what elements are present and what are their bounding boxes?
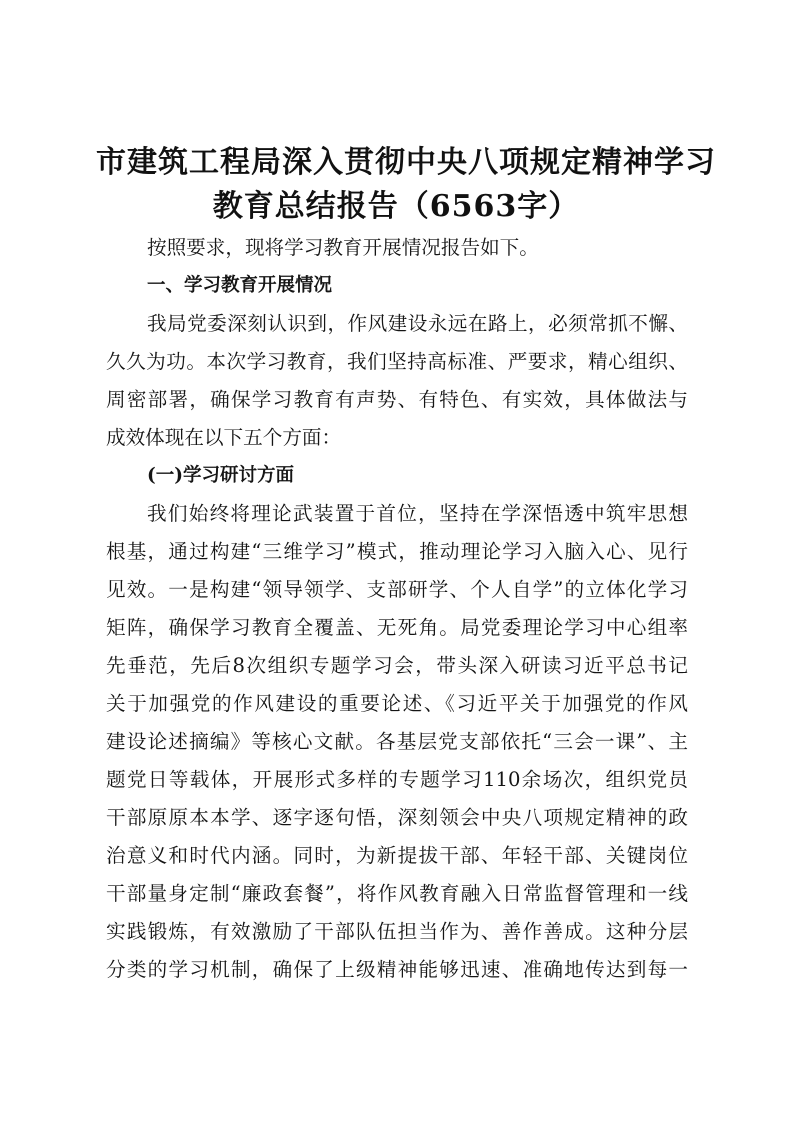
paragraph-line: 实践锻炼，有效激励了干部队伍担当作为、善作善成。这种分层 — [106, 920, 688, 943]
paragraph-line: 根基，通过构建“三维学习”模式，推动理论学习入脑入心、见行 — [106, 540, 688, 563]
paragraph-line: 题党日等载体，开展形式多样的专题学习110余场次，组织党员 — [106, 768, 688, 791]
intro-paragraph: 按照要求，现将学习教育开展情况报告如下。 — [147, 236, 539, 259]
paragraph-line: 分类的学习机制，确保了上级精神能够迅速、准确地传达到每一 — [106, 958, 688, 981]
paragraph-line: 干部原原本本学、逐字逐句悟，深刻领会中央八项规定精神的政 — [106, 806, 688, 829]
document-title-line-1: 市建筑工程局深入贯彻中央八项规定精神学习 — [96, 145, 716, 180]
paragraph-line: 久久为功。本次学习教育，我们坚持高标准、严要求，精心组织、 — [106, 350, 688, 373]
paragraph-line: 见效。一是构建“领导领学、支部研学、个人自学”的立体化学习 — [106, 578, 688, 601]
paragraph-line: 成效体现在以下五个方面： — [106, 426, 342, 449]
paragraph-line: 干部量身定制“廉政套餐”，将作风教育融入日常监督管理和一线 — [106, 882, 688, 905]
subsection-heading: (一)学习研讨方面 — [147, 465, 295, 486]
paragraph-line: 治意义和时代内涵。同时，为新提拔干部、年轻干部、关键岗位 — [106, 844, 688, 867]
paragraph-line: 周密部署，确保学习教育有声势、有特色、有实效，具体做法与 — [106, 388, 688, 411]
document-title-line-2: 教育总结报告（6563字） — [212, 189, 580, 224]
paragraph-line: 我们始终将理论武装置于首位，坚持在学深悟透中筑牢思想 — [147, 502, 688, 525]
paragraph-line: 我局党委深刻认识到，作风建设永远在路上，必须常抓不懈、 — [147, 312, 688, 335]
paragraph-line: 先垂范，先后8次组织专题学习会，带头深入研读习近平总书记 — [106, 654, 688, 677]
paragraph-line: 关于加强党的作风建设的重要论述、《习近平关于加强党的作风 — [106, 692, 688, 715]
paragraph-line: 建设论述摘编》等核心文献。各基层党支部依托“三会一课”、主 — [106, 730, 688, 753]
section-heading: 一、学习教育开展情况 — [147, 275, 333, 296]
paragraph-line: 矩阵，确保学习教育全覆盖、无死角。局党委理论学习中心组率 — [106, 616, 688, 639]
